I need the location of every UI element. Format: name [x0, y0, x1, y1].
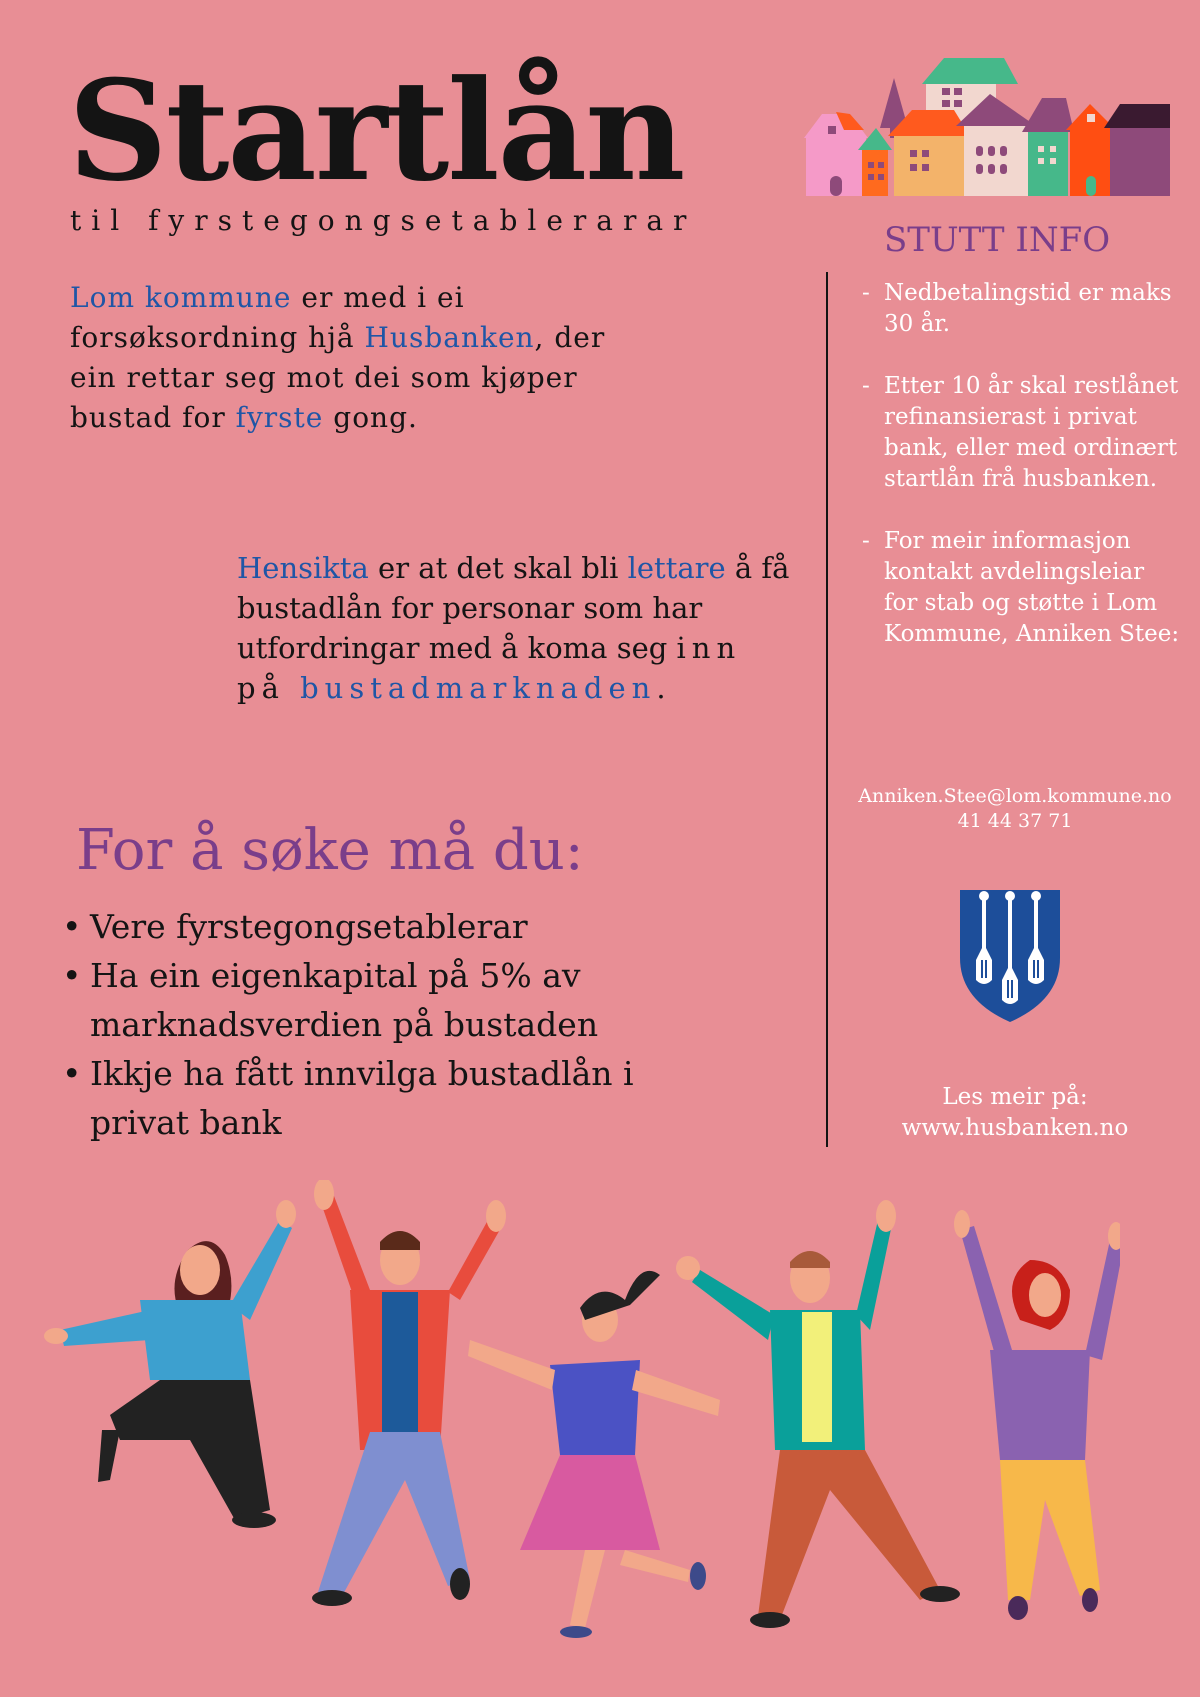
read-more-label: Les meir på:: [942, 1084, 1088, 1110]
houses-illustration: [804, 58, 1172, 198]
intro-text-3: gong.: [323, 401, 418, 434]
purpose-text-3a: inn på: [237, 631, 742, 705]
vertical-divider: [826, 272, 828, 1147]
apply-heading: For å søke må du:: [76, 818, 584, 883]
purpose-highlight-lettare: lettare: [627, 551, 726, 585]
person-5: [954, 1210, 1120, 1620]
page-subtitle: til fyrstegongsetablerarar: [70, 204, 697, 237]
person-1: [44, 1200, 296, 1528]
sidebar-heading: STUTT INFO: [884, 220, 1111, 260]
contact-phone: 41 44 37 71: [957, 810, 1073, 832]
purpose-text-1: er at det skal bli: [368, 551, 628, 585]
intro-highlight-lom: Lom kommune: [70, 281, 292, 314]
requirements-list: [60, 902, 700, 1147]
info-item: - Nedbetalingstid er maks 30 år.: [862, 278, 1182, 340]
info-list: [862, 278, 1182, 681]
dancing-people-illustration: [40, 1180, 1120, 1660]
intro-paragraph: [70, 278, 630, 438]
contact-block: [855, 784, 1175, 834]
intro-highlight-husbanken: Husbanken: [364, 321, 535, 354]
read-more-block: [855, 1082, 1175, 1144]
intro-highlight-fyrste: fyrste: [235, 401, 324, 434]
purpose-paragraph: [237, 548, 797, 708]
requirement-item: • Ikkje ha fått innvilga bustadlån i privat bank: [60, 1049, 700, 1147]
contact-email[interactable]: Anniken.Stee@lom.kommune.no: [858, 785, 1172, 807]
purpose-text-3b: .: [656, 671, 666, 705]
info-item: - For meir informasjon kontakt avdelingsleiar for stab og støtte i Lom Kommune, Anniken Stee:: [862, 526, 1182, 650]
husbanken-link[interactable]: www.husbanken.no: [901, 1115, 1129, 1141]
purpose-highlight-bustadmarknaden: bustadmarknaden: [300, 671, 657, 705]
person-2: [312, 1180, 506, 1606]
intro-text-2: , der ein rettar seg mot dei som kjøper bustad for: [70, 321, 606, 434]
info-item: - Etter 10 år skal restlånet refinansierast i privat bank, eller med ordinært startlån frå husbanken.: [862, 371, 1182, 495]
purpose-text-2: å få bustadlån for personar som har utfordringar med å koma seg: [237, 551, 790, 665]
requirement-item: • Ha ein eigenkapital på 5% av marknadsverdien på bustaden: [60, 951, 700, 1049]
lom-coat-of-arms: [958, 888, 1062, 1024]
requirement-item: • Vere fyrstegongsetablerar: [60, 902, 700, 951]
purpose-highlight-hensikta: Hensikta: [237, 551, 369, 585]
page-title: Startlån: [68, 49, 684, 212]
intro-text-1: er med i ei forsøksordning hjå: [70, 281, 465, 354]
person-3: [468, 1271, 720, 1638]
person-4: [676, 1200, 960, 1628]
